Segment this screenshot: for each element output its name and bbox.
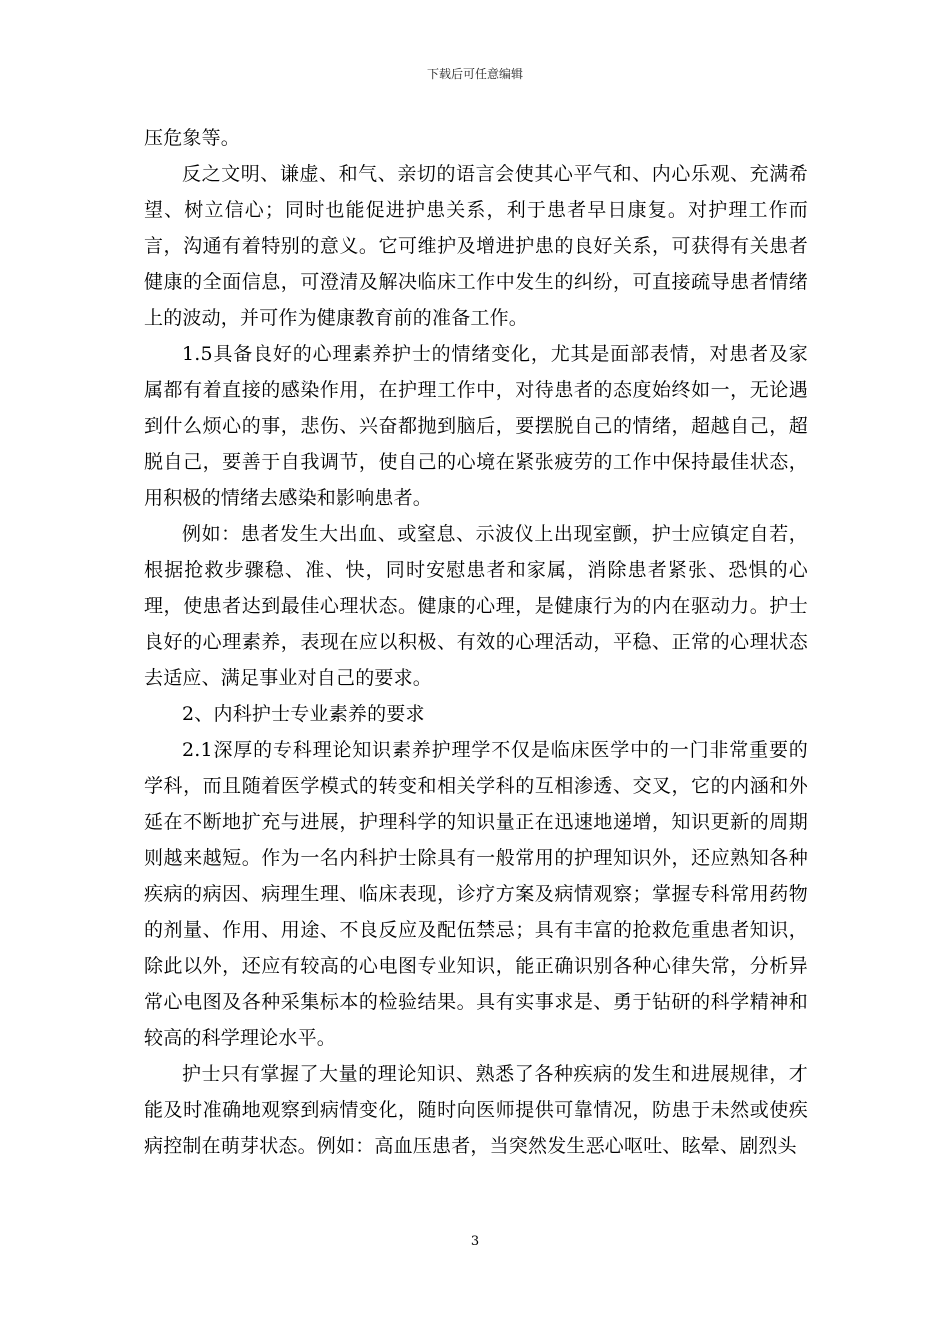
paragraph-communication: 反之文明、谦虚、和气、亲切的语言会使其心平气和、内心乐观、充满希望、树立信心；同时也能促进护患关系，利于患者早日康复。对护理工作而言，沟通有着特别的意义。它可维护及增进护患的良好关系，可获得有关患者健康的全面信息，可澄清及解决临床工作中发生的纠纷，可直接疏导患者情绪上的波动，并可作为健康教育前的准备工作。 <box>144 163 808 329</box>
document-body <box>144 120 808 1164</box>
paragraph-theory-application: 护士只有掌握了大量的理论知识、熟悉了各种疾病的发生和进展规律，才能及时准确地观察到病情变化，随时向医师提供可靠情况，防患于未然或使疾病控制在萌芽状态。例如：高血压患者，当突然发生恶心呕吐、眩晕、剧烈头 <box>144 1063 808 1157</box>
paragraph-psychological-quality: 1.5具备良好的心理素养护士的情绪变化，尤其是面部表情，对患者及家属都有着直接的感染作用，在护理工作中，对待患者的态度始终如一，无论遇到什么烦心的事，悲伤、兴奋都抛到脑后，要摆脱自己的情绪，超越自己，超脱自己，要善于自我调节，使自己的心境在紧张疲劳的工作中保持最佳状态，用积极的情绪去感染和影响患者。 <box>144 343 808 509</box>
paragraph-example: 例如：患者发生大出血、或窒息、示波仪上出现室颤，护士应镇定自若，根据抢救步骤稳、准、快，同时安慰患者和家属，消除患者紧张、恐惧的心理，使患者达到最佳心理状态。健康的心理，是健康行为的内在驱动力。护士良好的心理素养，表现在应以积极、有效的心理活动，平稳、正常的心理状态去适应、满足事业对自己的要求。 <box>144 523 808 689</box>
paragraph-professional-knowledge: 2.1深厚的专科理论知识素养护理学不仅是临床医学中的一门非常重要的学科，而且随着医学模式的转变和相关学科的互相渗透、交叉，它的内涵和外延在不断地扩充与进展，护理科学的知识量正在迅速地递增，知识更新的周期则越来越短。作为一名内科护士除具有一般常用的护理知识外，还应熟知各种疾病的病因、病理生理、临床表现，诊疗方案及病情观察；掌握专科常用药物的剂量、作用、用途、不良反应及配伍禁忌；具有丰富的抢救危重患者知识，除此以外，还应有较高的心电图专业知识，能正确识别各种心律失常，分析异常心电图及各种采集标本的检验结果。具有实事求是、勇于钻研的科学精神和较高的科学理论水平。 <box>144 739 808 1049</box>
paragraph-continuation: 压危象等。 <box>144 127 241 149</box>
page-number: 3 <box>470 1234 480 1249</box>
section-heading: 2、内科护士专业素养的要求 <box>182 703 425 725</box>
page-header: 下载后可任意编辑 <box>426 67 523 81</box>
